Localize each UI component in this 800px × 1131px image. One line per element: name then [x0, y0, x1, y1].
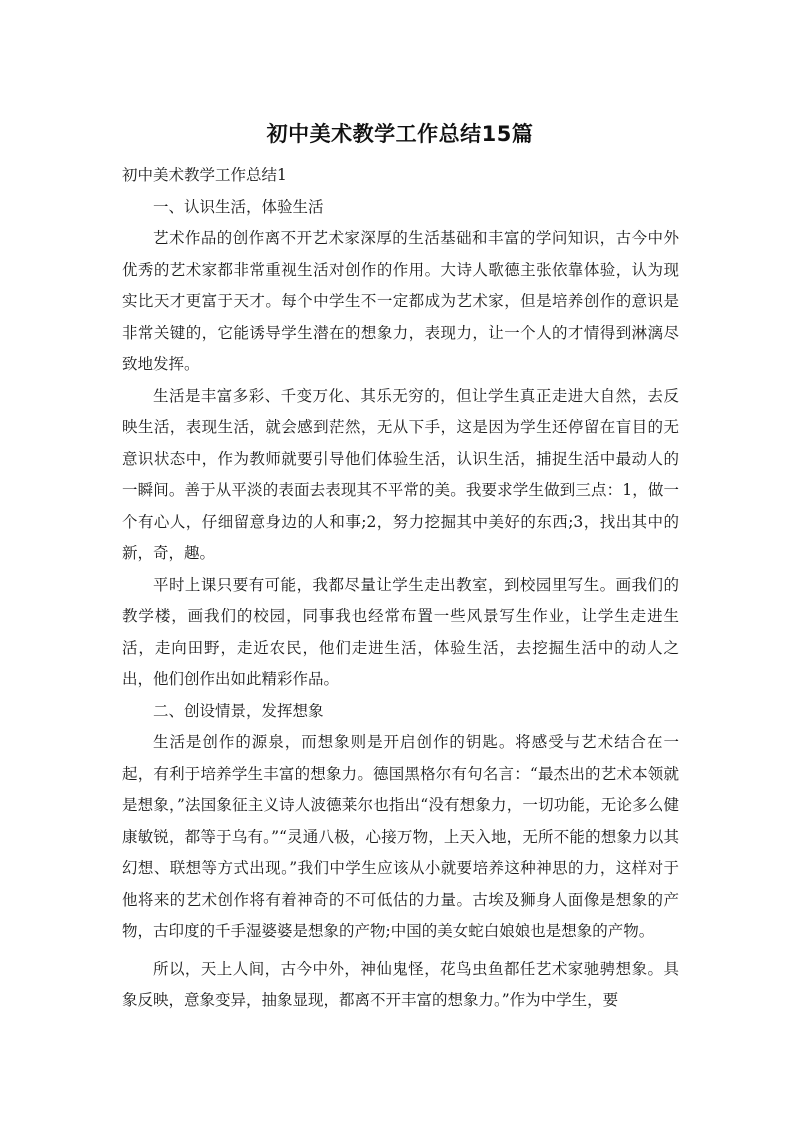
section-subtitle: 初中美术教学工作总结1	[122, 166, 287, 184]
paragraph: 生活是创作的源泉，而想象则是开启创作的钥匙。将感受与艺术结合在一起，有利于培养学生丰富的想象力。德国黑格尔有句名言：“最杰出的艺术本领就是想象，”法国象征主义诗人波德莱尔也指出“没有想象力，一切功能，无论多么健康敏锐，都等于乌有。”“灵通八极，心接万物，上天入地，无所不能的想象力以其幻想、联想等方式出现。”我们中学生应该从小就要培养这种神思的力，这样对于他将来的艺术创作将有着神奇的不可低估的力量。古埃及狮身人面像是想象的产物，古印度的千手湿婆婆是想象的产物;中国的美女蛇白娘娘也是想象的产物。	[122, 733, 679, 940]
section-heading-1: 一、认识生活，体验生活	[153, 197, 324, 216]
document-title: 初中美术教学工作总结15篇	[266, 122, 534, 146]
paragraph: 所以，天上人间，古今中外，神仙鬼怪，花鸟虫鱼都任艺术家驰骋想象。具象反映，意象变异，抽象显现，都离不开丰富的想象力。”作为中学生，要	[122, 959, 679, 1009]
document-body	[122, 160, 679, 1017]
paragraph: 生活是丰富多彩、千变万化、其乐无穷的，但让学生真正走进大自然，去反映生活，表现生活，就会感到茫然，无从下手，这是因为学生还停留在盲目的无意识状态中，作为教师就要引导他们体验生活，认识生活，捕捉生活中最动人的一瞬间。善于从平淡的表面去表现其不平常的美。我要求学生做到三点：1，做一个有心人，仔细留意身边的人和事;2，努力挖掘其中美好的东西;3，找出其中的新，奇，趣。	[122, 386, 679, 562]
paragraph: 艺术作品的创作离不开艺术家深厚的生活基础和丰富的学问知识，古今中外优秀的艺术家都非常重视生活对创作的作用。大诗人歌德主张依靠体验，认为现实比天才更富于天才。每个中学生不一定都成为艺术家，但是培养创作的意识是非常关键的，它能诱导学生潜在的想象力，表现力，让一个人的才情得到淋漓尽致地发挥。	[122, 229, 679, 373]
paragraph: 平时上课只要有可能，我都尽量让学生走出教室，到校园里写生。画我们的教学楼，画我们的校园，同事我也经常布置一些风景写生作业，让学生走进生活，走向田野，走近农民，他们走进生活，体验生活，去挖掘生活中的动人之出，他们创作出如此精彩作品。	[122, 575, 679, 688]
section-heading-2: 二、创设情景，发挥想象	[153, 701, 324, 720]
